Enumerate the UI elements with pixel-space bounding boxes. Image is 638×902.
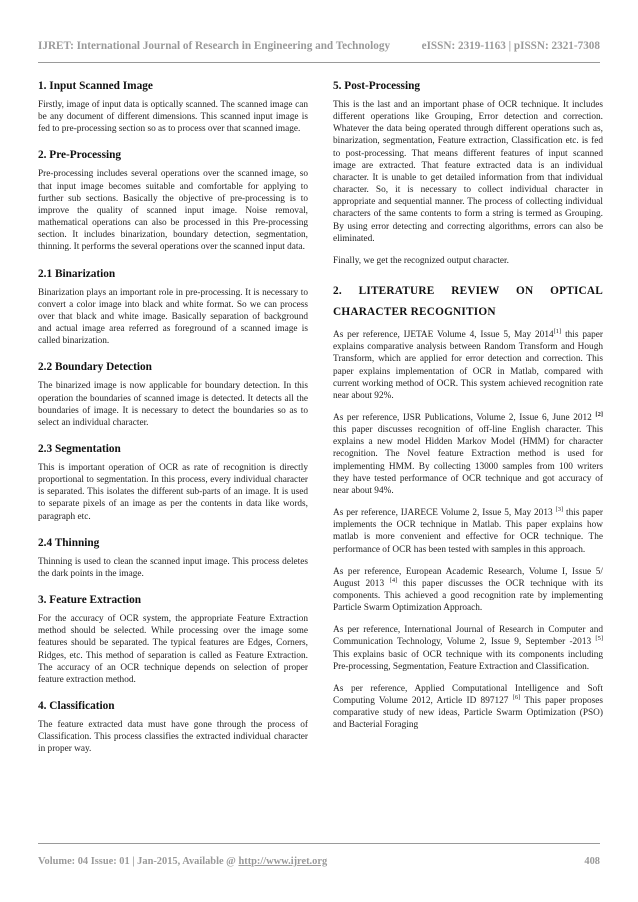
- section-heading: 2.3 Segmentation: [38, 442, 121, 455]
- page-header: [38, 40, 600, 56]
- journal-title: IJRET: International Journal of Research in Engineering and Technology: [38, 40, 391, 52]
- paragraph: Binarization plays an important role in pre-processing. It is necessary to convert a color image into black and white format. So we can process over that black and white image. Basically separation of background and actual image area referred as foreground of a scanned image is called binarization.: [38, 287, 308, 347]
- paragraph: Firstly, image of input data is optically scanned. The scanned image can be any document of different dimensions. This scanned input image is fed to pre-processing section so as to process over that scanned image.: [38, 100, 308, 135]
- page-footer: [38, 856, 600, 870]
- section-heading: 2. LITERATURE REVIEW ON OPTICAL CHARACTER RECOGNITION: [333, 285, 607, 319]
- reference-paragraph: As per reference, IJETAE Volume 4, Issue 5, May 2014[1] this paper explains comparative analysis between Random Transform and Hough Transform, which are applied for error detection and correction. This paper explains implementation of OCR in Matlab, compared with current working method of OCR. This system achieved recognition rate near about 92%.: [333, 327, 603, 401]
- section-heading: 2. Pre-Processing: [38, 149, 122, 162]
- paragraph: Finally, we get the recognized output character.: [333, 255, 509, 266]
- right-column: [333, 80, 607, 742]
- paragraph: Thinning is used to clean the scanned input image. This process deletes the dark points in the image.: [38, 556, 308, 579]
- section-heading: 2.4 Thinning: [38, 536, 100, 549]
- journal-link[interactable]: http://www.ijret.org: [238, 856, 328, 867]
- paragraph: This is the last and an important phase of OCR technique. It includes different operations like Grouping, Error detection and correction. Whatever the data being operated through different operations such as, binarization, segmentation, Feature extraction, Classification etc. is fed to post-processing. That means different features of input scanned image are extracted. That feature extracted data is an individual character. It is unable to get detailed information from that individual character. So, it is necessary to collect individual character in appropriate and sequential manner. The process of collecting individual characters of the same contents to form a string is termed as Grouping. By using error detecting and correcting algorithms, errors can also be eliminated.: [333, 100, 603, 244]
- section-heading: 5. Post-Processing: [333, 80, 421, 92]
- section-heading: 2.2 Boundary Detection: [38, 361, 152, 374]
- paragraph: Pre-processing includes several operations over the scanned image, so that input image becomes suitable and comfortable for applying to further sub sections. Basically the objective of pre-processing is to improve the quality of scanned input image. Noise removal, mathematical operations can also be processed in this Pre-processing section. It includes binarization, boundary detection, segmentation, thinning. It performs the several operations over the scanned input data.: [38, 169, 308, 253]
- footer-rule: [38, 843, 600, 844]
- issn-info: eISSN: 2319-1163 | pISSN: 2321-7308: [421, 40, 600, 52]
- citation-marker: [1]: [553, 327, 562, 335]
- citation-marker: [6]: [512, 694, 521, 701]
- paragraph: The feature extracted data must have gone through the process of Classification. This process classifies the extracted individual character in proper way.: [38, 720, 308, 755]
- section-heading: 2.1 Binarization: [38, 267, 116, 280]
- citation-marker: [2]: [595, 410, 603, 418]
- left-column: [38, 80, 308, 765]
- section-heading: 3. Feature Extraction: [38, 594, 142, 607]
- reference-paragraph: As per reference, European Academic Research, Volume I, Issue 5/ August 2013 [4] this paper discusses the OCR technique with its components. This achieved a good recognition rate by implementing Particle Swarm Optimization Approach.: [333, 566, 604, 614]
- paragraph: The binarized image is now applicable for boundary detection. In this operation the boundaries of scanned image is detected. It detects all the boundaries of image. It is necessary to detect the boundaries so as to select an individual character.: [38, 381, 308, 428]
- section-heading: 1. Input Scanned Image: [38, 80, 153, 92]
- reference-paragraph: As per reference, Applied Computational Intelligence and Soft Computing Volume 2012, Article ID 897127 [6] This paper proposes comparative study of new ideas, Particle Swarm Optimization (PSO) and Bacterial Foraging: [333, 683, 604, 731]
- reference-paragraph: As per reference, IJSR Publications, Volume 2, Issue 6, June 2012 [2] this paper discusses recognition of off-line English character. This explains a new model Hidden Markov Model (HMM) for character recognition. The Novel feature Extraction method is used for implementing HMM. By collecting 13000 samples from 100 writers they have tested performance of OCR technique and got accuracy of near about 94%.: [333, 410, 603, 496]
- citation-marker: [3]: [555, 505, 564, 513]
- citation-marker: [4]: [389, 576, 398, 584]
- footer-volume: Volume: 04 Issue: 01 | Jan-2015, Available @ http://www.ijret.org: [38, 856, 328, 867]
- paragraph: This is important operation of OCR as rate of recognition is directly proportional to segmentation. In this process, every individual character is separated. This isolates the different sub-parts of an image. It is used to separate pixels of an image as per the contents in data like words, paragraph etc.: [38, 462, 308, 522]
- page-number: 408: [584, 856, 600, 867]
- section-heading: 4. Classification: [38, 700, 115, 712]
- citation-marker: [5]: [595, 635, 603, 643]
- reference-paragraph: As per reference, IJARECE Volume 2, Issue 5, May 2013 [3] this paper implements the OCR technique in Matlab. This paper explains how matlab is more convenient and effective for OCR technique. The performance of OCR has been tested with samples in this approach.: [333, 505, 603, 555]
- reference-paragraph: As per reference, International Journal of Research in Computer and Communication Technology, Volume 2, Issue 9, September -2013 [5] This explains basic of OCR technique with its components including Pre-processing, Segmentation, Feature Extraction and Classification.: [333, 625, 603, 672]
- header-rule: [38, 62, 600, 63]
- paragraph: For the accuracy of OCR system, the appropriate Feature Extraction method should be selected. While processing over the image some features should be separated. The typical features are Edges, Corners, Ridges, etc. This method of separation is called as Feature Extraction. The accuracy of an OCR technique depends on selection of proper feature extraction method.: [38, 614, 308, 685]
